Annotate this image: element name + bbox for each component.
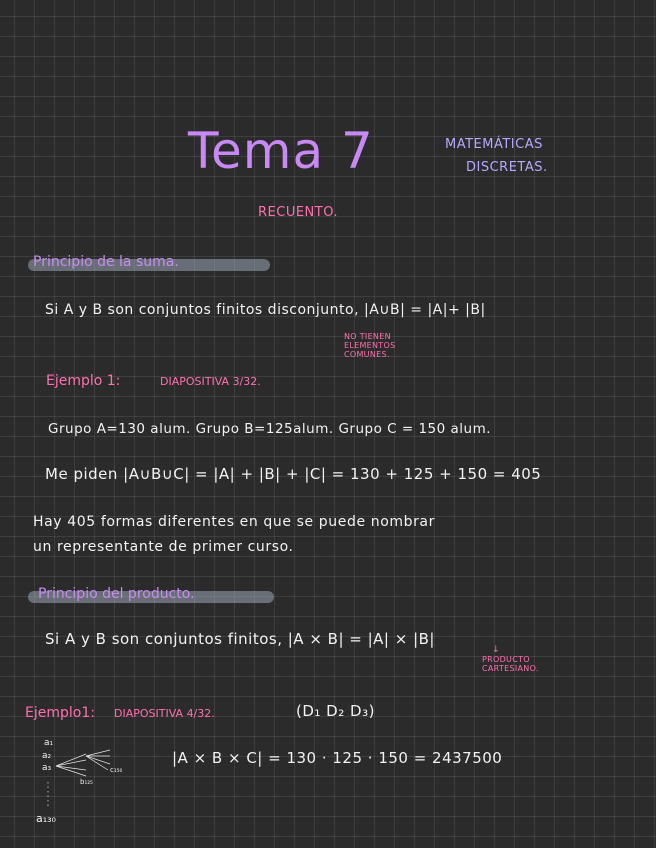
product-sets: (D₁ D₂ D₃) <box>296 702 375 720</box>
tree-label-a2: a₂ <box>42 751 52 761</box>
sum-example-label: Ejemplo 1: <box>46 373 121 389</box>
sum-conclusion-line-1: Hay 405 formas diferentes en que se puede nombrar <box>33 514 435 530</box>
tree-label-b125: b₁₂₅ <box>80 778 93 786</box>
page-subtitle: RECUENTO. <box>258 205 339 220</box>
disjoint-note-line-2: ELEMENTOS <box>344 341 396 350</box>
subject-line-2: DISCRETAS. <box>466 160 548 175</box>
tree-label-c150: c₁₅₀ <box>110 766 123 774</box>
sum-statement: Si A y B son conjuntos finitos disconjunto, |A∪B| = |A|+ |B| <box>45 302 486 318</box>
product-heading: Principio del producto. <box>38 586 195 602</box>
tree-label-a130: a₁₃₀ <box>36 812 56 825</box>
cartesian-note <box>482 646 539 673</box>
disjoint-note <box>344 332 395 359</box>
disjoint-note-line-3: COMUNES. <box>344 350 390 359</box>
cartesian-note-line-2: CARTESIANO. <box>482 664 539 673</box>
cartesian-note-line-1: PRODUCTO <box>482 655 530 664</box>
sum-example-ref: DIAPOSITIVA 3/32. <box>160 375 261 388</box>
sum-conclusion-line-2: un representante de primer curso. <box>33 539 294 555</box>
subject-line-1: MATEMÁTICAS <box>445 137 543 152</box>
product-example-ref: DIAPOSITIVA 4/32. <box>114 707 215 720</box>
disjoint-note-line-1: NO TIENEN <box>344 332 391 341</box>
product-statement: Si A y B son conjuntos finitos, |A × B| = |A| × |B| <box>45 630 435 648</box>
page-title: Tema 7 <box>188 122 374 180</box>
product-formula: |A × B × C| = 130 · 125 · 150 = 2437500 <box>172 749 503 767</box>
sum-heading: Principio de la suma. <box>33 254 179 270</box>
sum-formula: Me piden |A∪B∪C| = |A| + |B| + |C| = 130 + 125 + 150 = 405 <box>45 465 542 483</box>
cartesian-note-arrow: ↓ <box>492 645 500 655</box>
sum-groups: Grupo A=130 alum. Grupo B=125alum. Grupo C = 150 alum. <box>48 421 492 437</box>
tree-label-a1: a₁ <box>44 738 54 748</box>
tree-diagram <box>34 736 144 836</box>
product-example-label: Ejemplo1: <box>25 705 95 721</box>
tree-label-a3: a₃ <box>42 763 52 773</box>
